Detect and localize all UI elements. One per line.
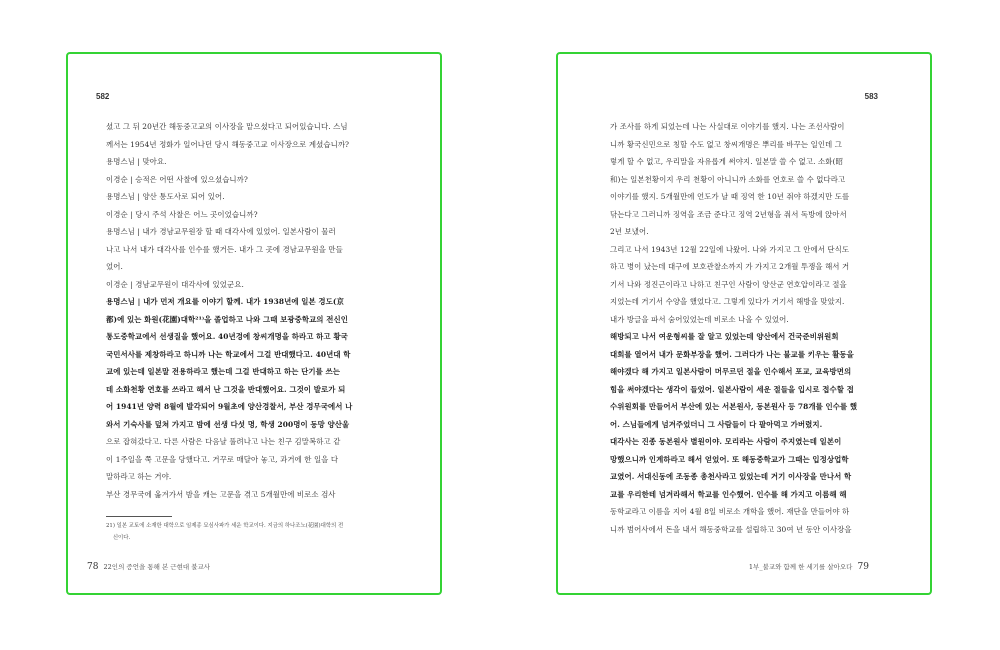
text-line: 말하라고 하는 거야. — [106, 472, 172, 481]
text-line: 힘을 써야겠다는 생각이 들었어. 일본사람이 세운 절들을 입시로 접수할 접 — [610, 384, 854, 394]
text-line: 이야기를 했지. 5개월만에 언도가 날 때 징역 한 10년 줘야 하겠지만 도를 — [610, 192, 850, 201]
text-line: 데 소화천황 연호를 쓰라고 해서 난 그것을 반대했어요. 그것이 발로가 되 — [106, 384, 346, 394]
text-line: 이 1주일을 쭉 고문을 당했다고. 거꾸로 매달아 놓고, 과거에 한 일을 다 — [106, 454, 339, 464]
right-page-number: 583 — [864, 92, 878, 101]
footnote-rule — [106, 516, 172, 517]
text-line: 수위원회를 만들어서 부산에 있는 서본원사, 동본원사 등 78개를 인수를 했 — [610, 402, 858, 411]
text-line: 통도중학교에서 선생질을 했어요. 40년경에 창씨개명을 하라고 하고 황국 — [106, 332, 348, 341]
text-line: 나고 나서 내가 대각사를 인수를 했거든. 내가 그 곳에 경남교무원을 만들 — [106, 244, 343, 254]
text-line: 으로 잡혀갔다고. 다른 사람은 다음날 풀려나고 나는 친구 김말복하고 같 — [106, 437, 341, 446]
right-footer-page-number: 79 — [857, 562, 869, 572]
text-line: 2년 보냈어. — [610, 227, 649, 236]
text-line: 용명스님 | 맞아요. — [106, 157, 167, 166]
text-line: 대회를 열어서 내가 문화부장을 했어. 그러다가 나는 불교를 키우는 활동을 — [610, 349, 854, 359]
right-footer — [749, 562, 872, 572]
text-line: 가 조사를 하게 되었는데 나는 사실대로 이야기를 했지. 나는 조선사람이 — [610, 122, 845, 131]
text-line: 어. 스님들에게 넘겨주었더니 그 사람들이 다 팔아먹고 가버렸지. — [610, 419, 823, 429]
right-body-text — [610, 118, 910, 538]
text-line: 교였어. 서대신동에 조동종 총천사라고 있었는데 거기 이사장을 만나서 학 — [610, 472, 852, 481]
text-line: 이경순 | 당시 주석 사찰은 어느 곳이었습니까? — [106, 209, 258, 219]
left-footer-page-number: 78 — [87, 562, 99, 572]
text-line: 망했으니까 인계하라고 해서 얻었어. 또 해동중학교가 그때는 입정상업학 — [610, 454, 849, 464]
left-footer-book-title: 22인의 증언을 통해 본 근현대 불교사 — [103, 563, 211, 571]
text-line: 셨고 그 뒤 20년간 해동중고교의 이사장을 맡으셨다고 되어있습니다. 스님 — [106, 122, 348, 131]
text-line: 동학교라고 이름을 지어 4월 8일 비로소 개학을 했어. 재단을 만들어야 하 — [610, 507, 850, 516]
left-footer — [84, 562, 210, 572]
text-line: 렇게 할 수 없고, 우리말을 자유롭게 써야지. 일본말 쓸 수 없고. 소화(昭 — [610, 157, 843, 166]
text-line: 하고 병이 났는데 대구에 보호관찰소까지 가 가지고 2개월 투쟁을 해서 거 — [610, 262, 850, 271]
text-line: 都)에 있는 화원(花園)대학²¹⁾을 졸업하고 나와 그때 보광중학교의 전신인 — [106, 314, 348, 324]
text-line: 내가 방글을 파서 숨어있었는데 비로소 나올 수 있었어. — [610, 314, 789, 324]
text-line: 용명스님 | 내가 경남교무원장 할 때 대각사에 있었어. 일본사람이 물러 — [106, 227, 336, 236]
footnote — [106, 520, 406, 544]
text-line: 기서 나와 정진근이라고 나하고 친구인 사람이 양산군 연호압이라고 절을 — [610, 279, 847, 289]
text-line: 해방되고 나서 여운형씨를 잘 알고 있었는데 양산에서 건국준비위원회 — [610, 332, 839, 341]
text-line: 용명스님 | 양산 통도사로 되어 있어. — [106, 192, 225, 201]
text-line: 닦는다고 그러니까 징역을 조금 준다고 징역 2년형을 줘서 독방에 앉아서 — [610, 209, 847, 219]
text-line: 이경순 | 경남교무원이 대각사에 있었군요. — [106, 279, 244, 289]
text-line: 지었는데 거기서 수양을 했었다고. 그렇게 있다가 거기서 해방을 맞았지. — [610, 297, 845, 306]
text-line: 교에 있는데 일본말 전용하라고 했는데 그걸 반대하고 하는 단기를 쓰는 — [106, 367, 341, 376]
footnote-line: 21) 일본 교토에 소재한 대학으로 임제종 묘심사파가 세운 학교이다. 지금의 하나조노(花園)대학의 전 — [106, 523, 344, 529]
left-page-number: 582 — [96, 92, 110, 101]
text-line: 해야겠다 해 가지고 일본사람이 머무르던 절을 인수해서 포교, 교육방면의 — [610, 367, 852, 376]
footnote-line: 신이다. — [106, 535, 131, 541]
text-line: 용명스님 | 내가 먼저 개요를 이야기 할께. 내가 1938년에 일본 경도(京 — [106, 297, 344, 306]
text-line: 국민서사를 제창하라고 하니까 나는 학교에서 그걸 반대했다고. 40년대 학 — [106, 349, 351, 359]
right-footer-chapter-title: 1부_불교와 함께 한 세기를 살아오다 — [748, 563, 853, 571]
left-body-text — [106, 118, 406, 503]
text-line: 께서는 1954년 정화가 일어나던 당시 해동중고교 이사장으로 계셨습니까? — [106, 139, 350, 149]
text-line: 니까 황국신민으로 칭할 수도 없고 창씨개명은 뿌리를 바꾸는 일인데 그 — [610, 139, 842, 149]
text-line: 었어. — [106, 262, 123, 271]
text-line: 부산 경무국에 옮겨가서 밤을 캐는 고문을 겪고 5개월만에 비로소 검사 — [106, 489, 336, 499]
text-line: 니까 범어사에서 돈을 내서 해동중학교를 설립하고 30여 년 동안 이사장을 — [610, 524, 852, 534]
text-line: 그리고 나서 1943년 12월 22일에 나왔어. 나와 가지고 그 안에서 단식도 — [610, 244, 850, 254]
left-page — [66, 52, 442, 595]
text-line: 대각사는 진종 동본원사 별원이야. 모리라는 사람이 주지였는데 일본이 — [610, 437, 842, 446]
text-line: 와서 기숙사를 덮쳐 가지고 밤에 선생 다섯 명, 학생 200명이 동망 양산울 — [106, 419, 350, 429]
text-line: 교를 우리한테 넘겨라해서 학교를 인수했어. 인수를 해 가지고 이름해 해 — [610, 489, 847, 499]
text-line: 어 1941년 양력 8월에 발각되어 9월초에 양산경찰서, 부산 경무국에서 나 — [106, 402, 353, 411]
text-line: 和)는 일본천황이지 우리 천황이 아니니까 소화를 연호로 쓸 수 없다라고 — [610, 174, 846, 184]
text-line: 이경순 | 승적은 어떤 사찰에 있으셨습니까? — [106, 174, 248, 184]
right-page — [556, 52, 932, 595]
